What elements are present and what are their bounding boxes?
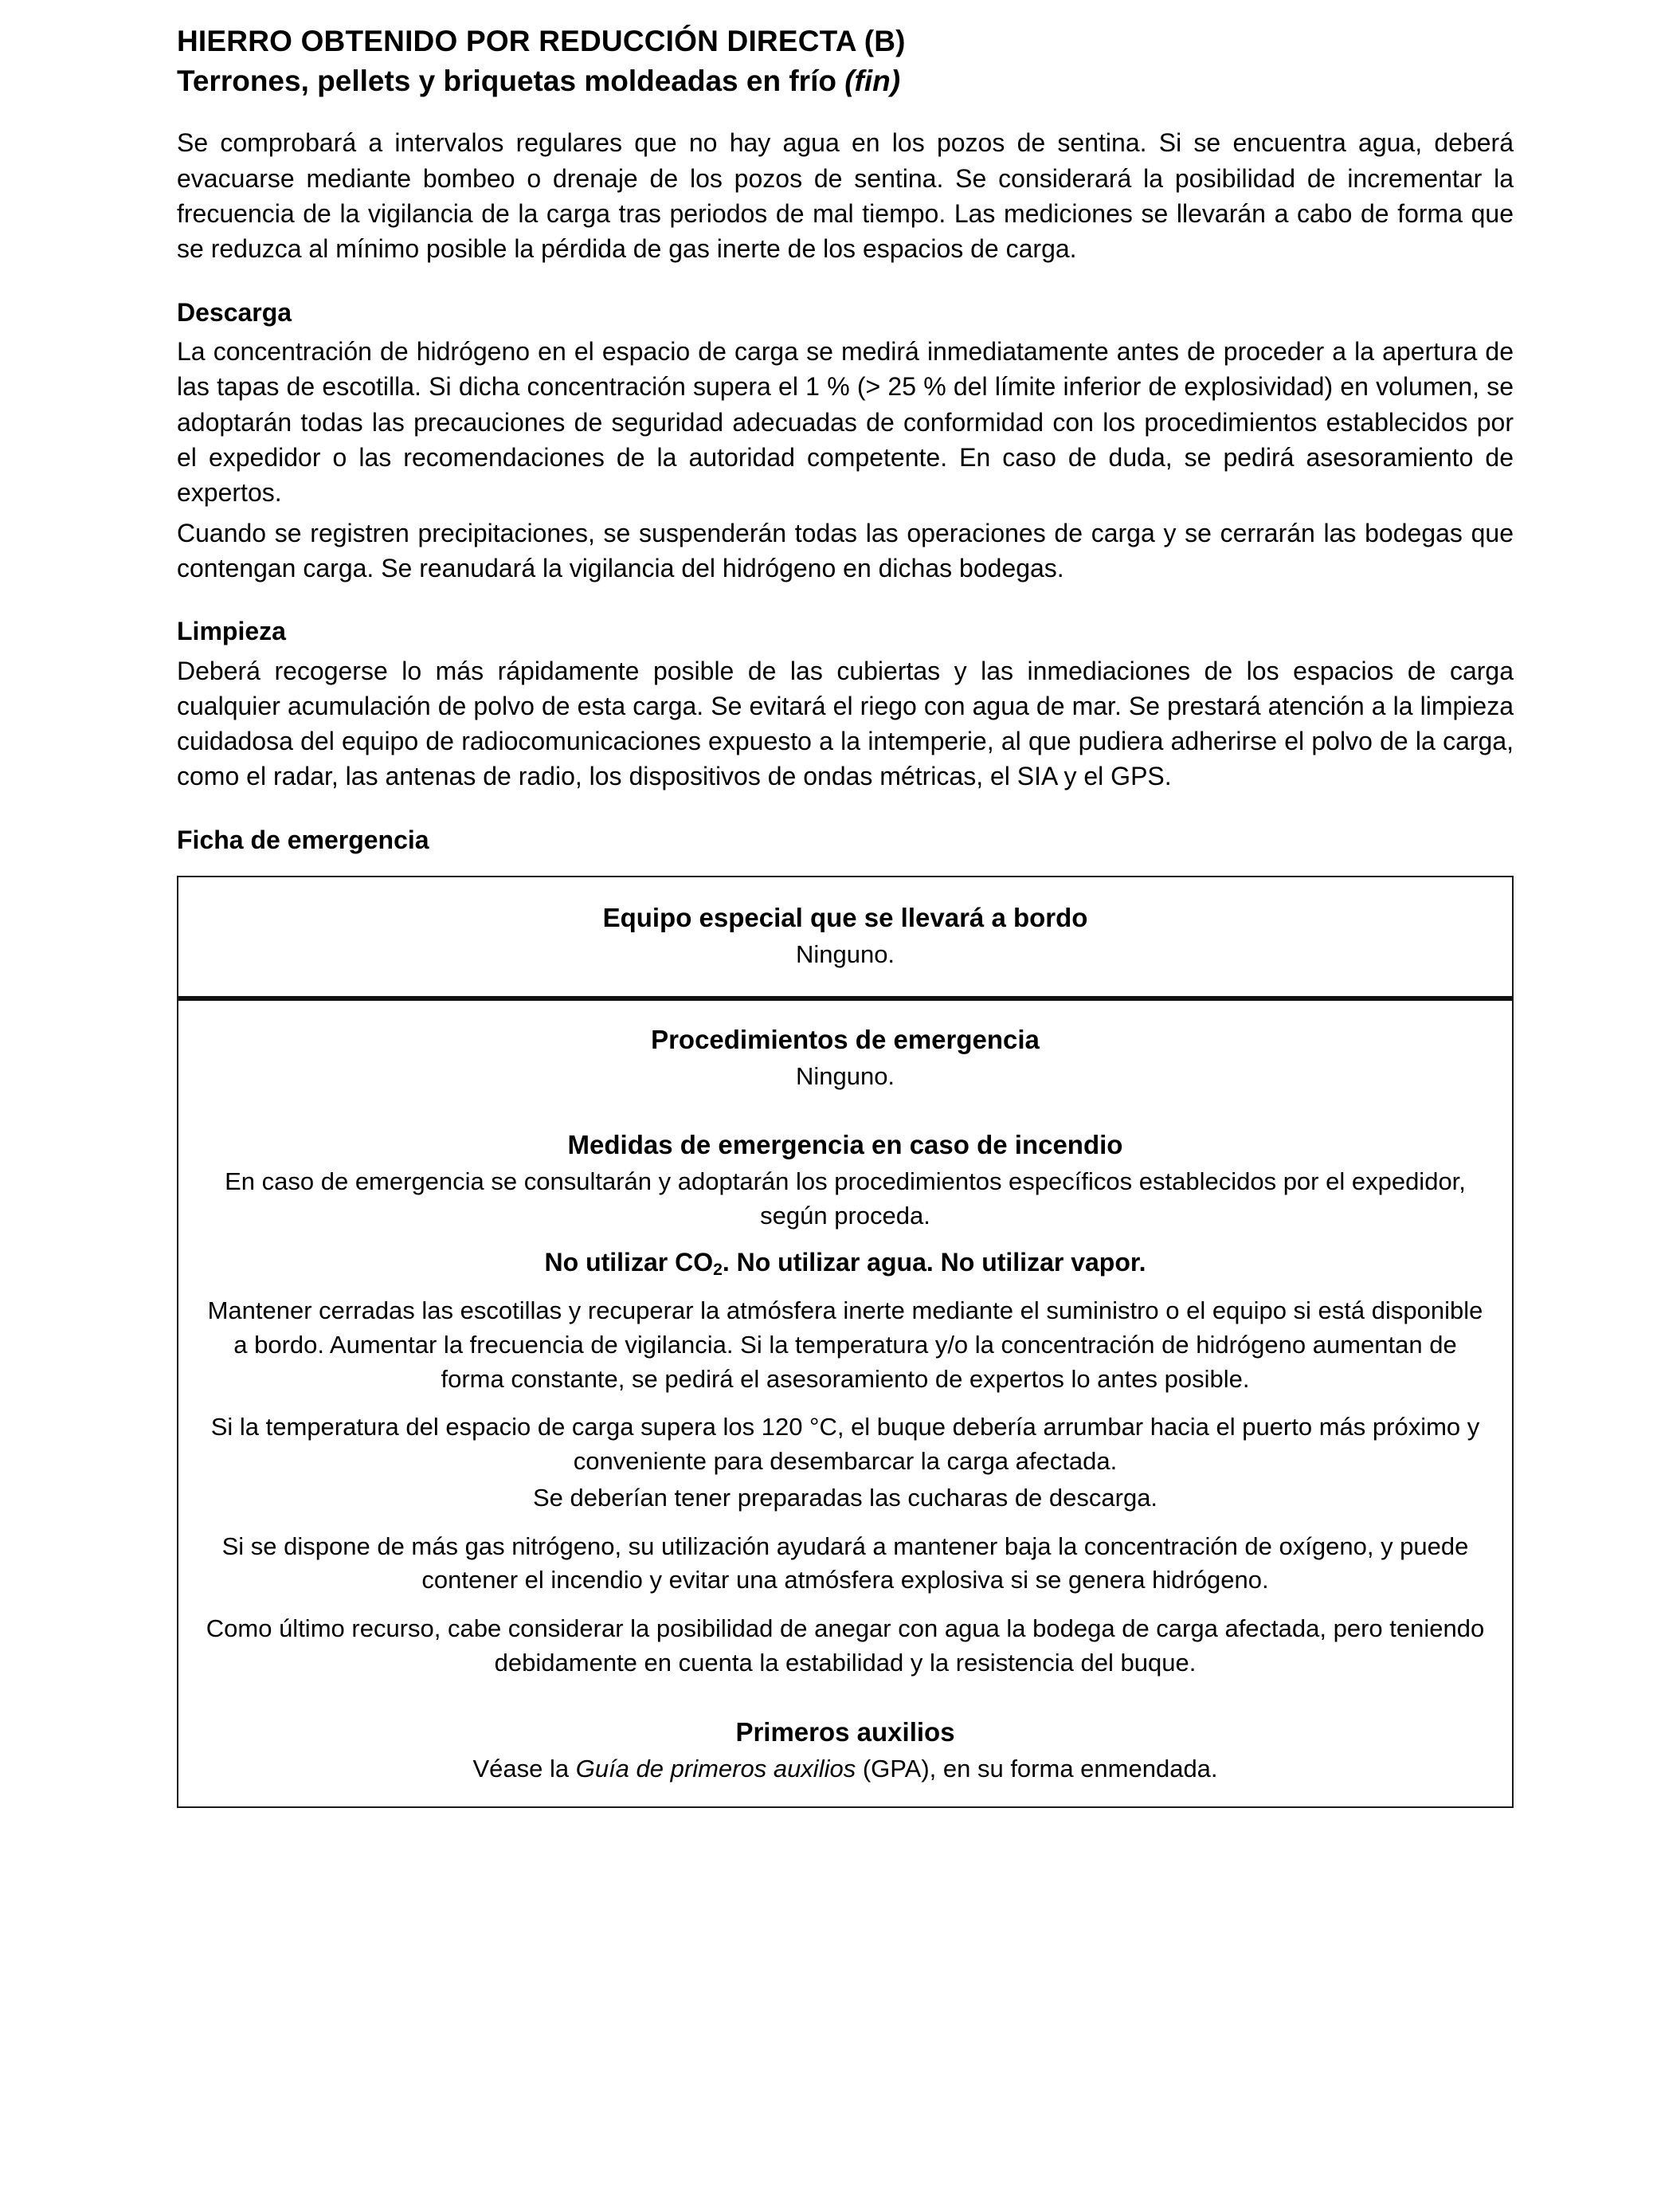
incendio-line-4: Si la temperatura del espacio de carga supera los 120 °C, el buque debería arrumbar hacia el puerto más próximo y conveniente para desembarcar la carga afectada. [210,1413,1480,1476]
primeros-auxilios-text-prefix: Véase la [472,1754,576,1783]
incendio-line-5: Se deberían tener preparadas las cucharas de descarga. [532,1483,1158,1512]
incendio-line-7: Como último recurso, cabe considerar la posibilidad de anegar con agua la bodega de carga afectada, pero teniendo debidamente en cuenta la estabilidad y la resistencia del buque. [206,1614,1485,1677]
section-heading-limpieza: Limpieza [177,617,286,646]
emergency-card-equipo-section [178,877,1512,996]
primeros-auxilios-heading: Primeros auxilios [735,1716,955,1747]
incendio-line-3: Mantener cerradas las escotillas y recuperar la atmósfera inerte mediante el suministro o el equipo si está disponible a bordo. Aumentar la frecuencia de vigilancia. Si la temperatura y/o la concentración de hidrógeno aumentan de forma constante, se pedirá el asesoramiento de expertos lo antes posible. [207,1296,1483,1393]
limpieza-paragraph: Deberá recogerse lo más rápidamente posible de las cubiertas y las inmediaciones de los espacios de carga cualquier acumulación de polvo de esta carga. Se evitará el riego con agua de mar. Se prestará atención a la limpieza cuidadosa del equipo de radiocomunicaciones expuesto a la intemperie, al que pudiera adherirse el polvo de la carga, como el radar, las antenas de radio, los dispositivos de ondas métricas, el SIA y el GPS. [177,656,1514,791]
primeros-auxilios-text [199,1750,1491,1786]
page-subtitle-main: Terrones, pellets y briquetas moldeadas en frío [177,64,836,97]
section-heading-ficha-emergencia: Ficha de emergencia [177,825,429,854]
primeros-auxilios-guide-title: Guía de primeros auxilios [575,1754,856,1783]
incendio-line-6: Si se dispone de más gas nitrógeno, su utilización ayudará a mantener baja la concentración de oxígeno, y puede contener el incendio y evitar una atmósfera explosiva si se genera hidrógeno. [221,1532,1469,1594]
section-heading-descarga: Descarga [177,297,292,327]
emergency-card [177,876,1514,1808]
descarga-paragraph-2: Cuando se registren precipitaciones, se suspenderán todas las operaciones de carga y se cerrarán las bodegas que contengan carga. Se reanudará la vigilancia del hidrógeno en dichas bodegas. [177,518,1514,582]
incendio-line-1: En caso de emergencia se consultarán y adoptarán los procedimientos específicos establecidos por el expedidor, según proceda. [225,1167,1466,1230]
procedimientos-heading: Procedimientos de emergencia [651,1024,1040,1054]
incendio-line-2-subscript: 2 [713,1261,723,1280]
incendio-line-2 [199,1233,1491,1280]
primeros-auxilios-text-suffix: (GPA), en su forma enmendada. [856,1754,1218,1783]
incendio-line-2-prefix: No utilizar CO [544,1247,714,1277]
equipo-text: Ninguno. [795,940,895,969]
equipo-heading: Equipo especial que se llevará a bordo [602,903,1088,933]
emergency-card-procedures-section [178,1001,1512,1807]
page-subtitle-suffix: (fin) [844,64,901,97]
descarga-paragraph-1: La concentración de hidrógeno en el espacio de carga se medirá inmediatamente antes de proceder a la apertura de las tapas de escotilla. Si dicha concentración supera el 1 % (> 25 % del límite inferior de explosividad) en volumen, se adoptarán todas las precauciones de seguridad adecuadas de conformidad con los procedimientos establecidos por el expedidor o las recomendaciones de la autoridad competente. En caso de duda, se pedirá asesoramiento de expertos. [177,336,1514,508]
page-subtitle [177,59,1514,99]
document-content [177,0,1514,1808]
incendio-line-2-suffix: . No utilizar agua. No utilizar vapor. [722,1247,1146,1277]
incendio-heading: Medidas de emergencia en caso de incendio [567,1130,1123,1160]
intro-paragraph: Se comprobará a intervalos regulares que no hay agua en los pozos de sentina. Si se encuentra agua, deberá evacuarse mediante bombeo o drenaje de los pozos de sentina. Se considerará la posibilidad de incrementar la frecuencia de la vigilancia de la carga tras periodos de mal tiempo. Las mediciones se llevarán a cabo de forma que se reduzca al mínimo posible la pérdida de gas inerte de los espacios de carga. [177,128,1514,264]
procedimientos-text: Ninguno. [795,1061,895,1090]
page-title: HIERRO OBTENIDO POR REDUCCIÓN DIRECTA (B) [177,25,906,57]
